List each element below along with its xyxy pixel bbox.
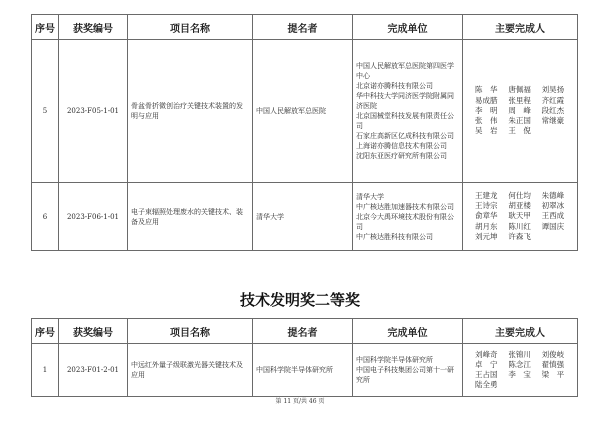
- person-name: 易成腊: [475, 95, 498, 105]
- person-name: 王占国: [475, 370, 498, 379]
- row-no: 1: [32, 344, 59, 397]
- row-nominator: 清华大学: [253, 183, 353, 251]
- unit-item: 石家庄高新区亿成科技有限公司: [356, 132, 454, 140]
- row-no: 6: [32, 183, 59, 251]
- page-footer: 第 11 页/共 46 页: [275, 398, 325, 405]
- person-name: 王西成: [541, 211, 565, 221]
- unit-item: 中国电子科技集团公司第十一研究所: [356, 366, 454, 384]
- row-units: [353, 344, 463, 397]
- person-name: 梁 平: [541, 370, 565, 379]
- header-nominator: 提名者: [253, 15, 353, 40]
- row-no: 5: [32, 40, 59, 183]
- table-header-row: [32, 319, 578, 344]
- row-code: 2023-F06-1-01: [59, 183, 128, 251]
- unit-item: 华中科技大学同济医学院附属同济医院: [356, 92, 454, 110]
- person-name: 耿天甲: [508, 211, 531, 221]
- person-name: 朱德峰: [541, 190, 565, 200]
- person-name: 吴 岩: [475, 126, 498, 136]
- row-people: [463, 183, 578, 251]
- person-name: 谭国庆: [541, 221, 565, 231]
- person-name: 陈念江: [508, 359, 531, 369]
- header-code: 获奖编号: [59, 15, 128, 40]
- person-name: 李 明: [475, 105, 498, 115]
- person-name: 胡月东: [475, 221, 498, 231]
- header-nominator: 提名者: [253, 319, 353, 344]
- person-name: 卓 宁: [475, 359, 498, 369]
- person-name: 王建龙: [475, 190, 498, 200]
- person-name: 周 峰: [508, 105, 531, 115]
- row-project: 骨盆骨折微创治疗关键技术装置的发明与应用: [128, 40, 253, 183]
- header-people: 主要完成人: [463, 319, 578, 344]
- row-code: 2023-F01-2-01: [59, 344, 128, 397]
- row-people: [463, 344, 578, 397]
- row-nominator: 中国人民解放军总医院: [253, 40, 353, 183]
- row-people: [463, 40, 578, 183]
- unit-item: 沈阳东亚医疗研究所有限公司: [356, 152, 447, 160]
- row-nominator: 中国科学院半导体研究所: [253, 344, 353, 397]
- person-name: 刘元坤: [475, 231, 498, 241]
- person-name: 陈 华: [475, 85, 498, 95]
- person-name: 刘昊扬: [541, 85, 565, 95]
- person-name: 朱正国: [508, 116, 531, 126]
- person-name: 翟慎强: [541, 359, 565, 369]
- header-units: 完成单位: [353, 15, 463, 40]
- unit-item: 中广核达胜科技有限公司: [356, 232, 433, 241]
- person-name: 何仕均: [508, 190, 531, 200]
- header-units: 完成单位: [353, 319, 463, 344]
- header-code: 获奖编号: [59, 319, 128, 344]
- award-table-1: [31, 14, 578, 251]
- person-name: 许森飞: [508, 231, 531, 241]
- person-name: 齐红霞: [541, 95, 565, 105]
- table-header-row: [32, 15, 578, 40]
- person-name: 初翠冰: [541, 201, 565, 211]
- person-name: 胡亚楼: [508, 201, 531, 211]
- header-people: 主要完成人: [463, 15, 578, 40]
- person-name: 段红杰: [541, 105, 565, 115]
- row-code: 2023-F05-1-01: [59, 40, 128, 183]
- person-name: 常继豪: [541, 116, 565, 126]
- table-row: [32, 344, 578, 397]
- unit-item: 上海诺亦腾信息技术有限公司: [356, 142, 447, 150]
- unit-item: 北京诺亦腾科技有限公司: [356, 82, 433, 90]
- person-name: 李 宝: [508, 370, 531, 379]
- header-project: 项目名称: [128, 15, 253, 40]
- person-name: 张锦川: [508, 349, 531, 359]
- person-name: 王诗宗: [475, 201, 498, 211]
- table-row: [32, 183, 578, 251]
- person-name: 张 伟: [475, 116, 498, 126]
- unit-item: 清华大学: [356, 192, 384, 201]
- table-row: [32, 40, 578, 183]
- unit-item: 中国科学院半导体研究所: [356, 356, 433, 364]
- person-name: 陈川红: [508, 221, 531, 231]
- person-name: 俞章华: [475, 211, 498, 221]
- header-project: 项目名称: [128, 319, 253, 344]
- person-name: 刘俊岐: [541, 349, 565, 359]
- person-name: 王 倪: [508, 126, 531, 136]
- row-project: 中远红外量子级联激光器关键技术及应用: [128, 344, 253, 397]
- person-name: 唐佩福: [508, 85, 531, 95]
- person-name: 陆全勇: [475, 380, 498, 390]
- header-no: 序号: [32, 319, 59, 344]
- person-name: 张里程: [508, 95, 531, 105]
- header-no: 序号: [32, 15, 59, 40]
- unit-item: 中广核达胜加速器技术有限公司: [356, 202, 454, 211]
- unit-item: 北京国械堂科技发展有限责任公司: [356, 112, 454, 130]
- person-name: 刘峰奇: [475, 349, 498, 359]
- unit-item: 北京今大禹环境技术股份有限公司: [356, 212, 454, 231]
- award-table-2: [31, 318, 578, 397]
- unit-item: 中国人民解放军总医院第四医学中心: [356, 62, 454, 80]
- row-units: [353, 183, 463, 251]
- section-title: 技术发明奖二等奖: [239, 291, 360, 309]
- row-units: [353, 40, 463, 183]
- row-project: 电子束辐照处理废水的关键技术、装备及应用: [128, 183, 253, 251]
